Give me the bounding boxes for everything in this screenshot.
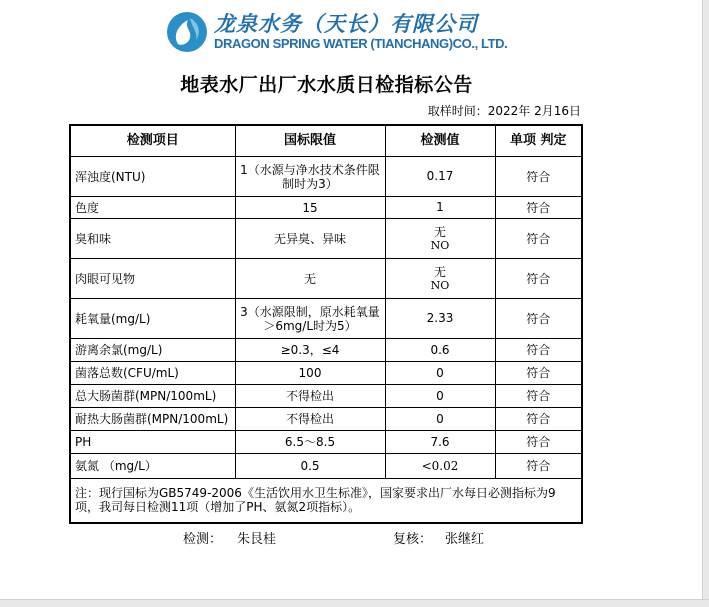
measured-value <box>385 385 495 408</box>
measured-value-sub: NO <box>430 239 450 252</box>
measured-value-main: 0 <box>436 411 444 426</box>
standard-limit: 不得检出 <box>235 385 385 408</box>
item-name: PH <box>70 431 235 454</box>
measured-value <box>385 362 495 385</box>
item-name: 菌落总数(CFU/mL) <box>70 362 235 385</box>
table-row <box>70 299 582 339</box>
verdict: 符合 <box>495 219 582 259</box>
sample-time: 取样时间：2022年 2月16日 <box>427 104 581 118</box>
standard-limit: 15 <box>235 197 385 219</box>
water-quality-table <box>69 124 583 524</box>
measured-value <box>385 219 495 259</box>
table-row <box>70 362 582 385</box>
item-name: 耐热大肠菌群(MPN/100mL) <box>70 408 235 431</box>
page-title: 地表水厂出厂水水质日检指标公告 <box>180 74 473 96</box>
measured-value-main: 0 <box>436 365 444 380</box>
standard-limit: 0.5 <box>235 454 385 479</box>
header-value: 检测值 <box>385 125 495 157</box>
inspector-label: 检测： <box>183 532 223 547</box>
measured-value-main: 无 <box>433 265 446 279</box>
brand-name-en: DRAGON SPRING WATER (TIANCHANG)CO., LTD. <box>214 36 508 51</box>
measured-value <box>385 339 495 362</box>
header-verdict: 单项 判定 <box>495 125 582 157</box>
inspector-name: 朱艮桂 <box>237 532 277 547</box>
table-row <box>70 408 582 431</box>
table-row <box>70 454 582 479</box>
verdict: 符合 <box>495 385 582 408</box>
right-scroll-edge <box>702 0 709 606</box>
brand-name-cn: 龙泉水务（天长）有限公司 <box>214 12 478 36</box>
item-name: 耗氧量(mg/L) <box>70 299 235 339</box>
measured-value-main: 1 <box>436 200 444 214</box>
table-row <box>70 197 582 219</box>
reviewer-label: 复核： <box>393 532 433 547</box>
header-item: 检测项目 <box>70 125 235 157</box>
table-header-row <box>70 125 582 157</box>
table-note-row <box>70 479 582 523</box>
table-row <box>70 339 582 362</box>
standard-limit: 不得检出 <box>235 408 385 431</box>
measured-value <box>385 157 495 197</box>
verdict: 符合 <box>495 431 582 454</box>
standard-limit: 6.5～8.5 <box>235 431 385 454</box>
item-name: 浑浊度(NTU) <box>70 157 235 197</box>
standard-limit: 无异臭、异味 <box>235 219 385 259</box>
item-name: 臭和味 <box>70 219 235 259</box>
water-drop-logo-icon <box>166 10 208 54</box>
table-row <box>70 431 582 454</box>
standard-limit: 100 <box>235 362 385 385</box>
measured-value-main: 无 <box>433 225 446 239</box>
item-name: 游离余氯(mg/L) <box>70 339 235 362</box>
measured-value <box>385 197 495 219</box>
table-note: 注：现行国标为GB5749-2006《生活饮用水卫生标准》，国家要求出厂水每日必测指标为9项，我司每日检测11项（增加了PH、氨氮2项指标）。 <box>70 479 582 523</box>
measured-value <box>385 454 495 479</box>
table-row <box>70 259 582 299</box>
verdict: 符合 <box>495 362 582 385</box>
measured-value-main: 0.17 <box>426 169 454 183</box>
item-name: 色度 <box>70 197 235 219</box>
item-name: 总大肠菌群(MPN/100mL) <box>70 385 235 408</box>
verdict: 符合 <box>495 339 582 362</box>
verdict: 符合 <box>495 197 582 219</box>
measured-value <box>385 259 495 299</box>
measured-value <box>385 408 495 431</box>
measured-value <box>385 299 495 339</box>
measured-value-sub: NO <box>430 279 450 292</box>
verdict: 符合 <box>495 259 582 299</box>
verdict: 符合 <box>495 408 582 431</box>
measured-value-main: 2.33 <box>426 311 454 325</box>
measured-value-main: 7.6 <box>430 434 450 449</box>
standard-limit: 3（水源限制，原水耗氧量＞6mg/L时为5） <box>235 299 385 339</box>
verdict: 符合 <box>495 299 582 339</box>
reviewer-name: 张继红 <box>445 532 485 547</box>
measured-value-main: 0 <box>436 388 444 403</box>
header-limit: 国标限值 <box>235 125 385 157</box>
measured-value-main: <0.02 <box>421 458 459 473</box>
standard-limit: 1（水源与净水技术条件限制时为3） <box>235 157 385 197</box>
table-row <box>70 219 582 259</box>
item-name: 氨氮 （mg/L） <box>70 454 235 479</box>
standard-limit: 无 <box>235 259 385 299</box>
table-row <box>70 157 582 197</box>
verdict: 符合 <box>495 454 582 479</box>
item-name: 肉眼可见物 <box>70 259 235 299</box>
verdict: 符合 <box>495 157 582 197</box>
measured-value <box>385 431 495 454</box>
table-row <box>70 385 582 408</box>
measured-value-main: 0.6 <box>430 342 450 357</box>
standard-limit: ≥0.3，≤4 <box>235 339 385 362</box>
